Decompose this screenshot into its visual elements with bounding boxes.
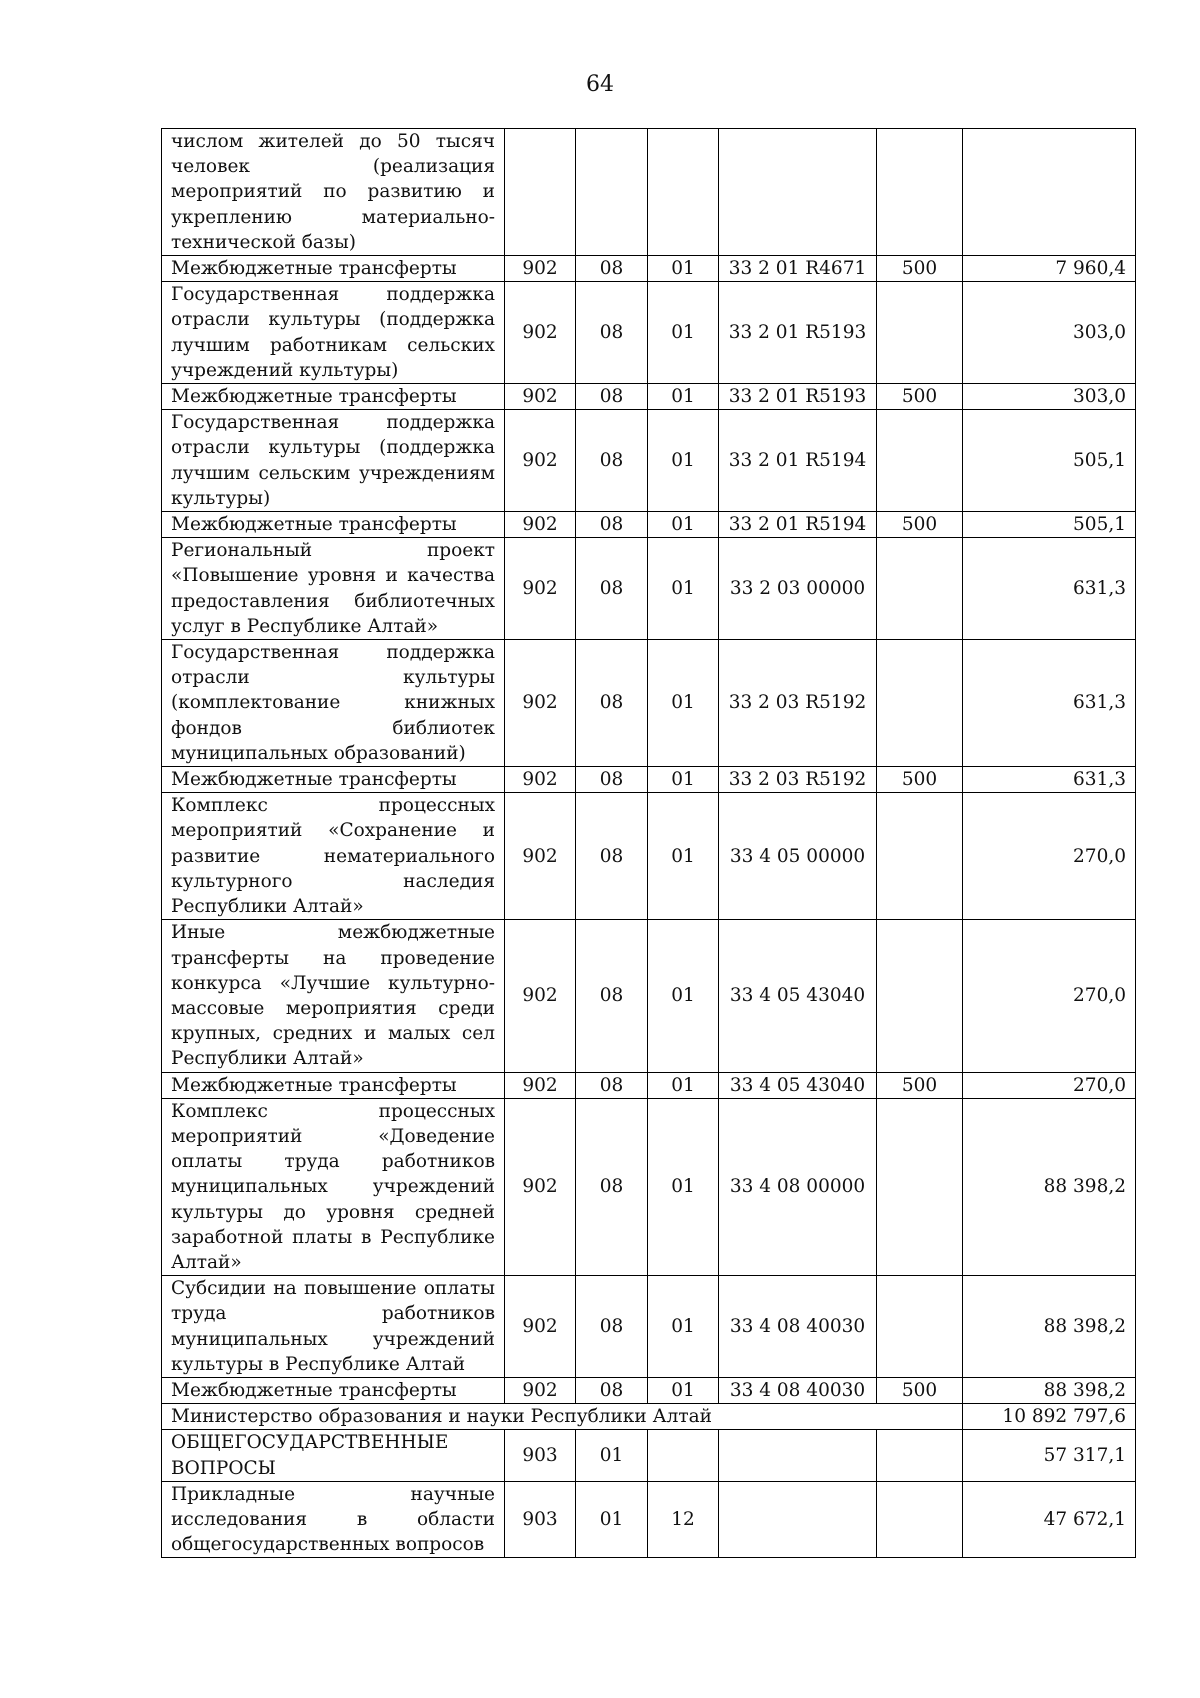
table-row [162, 410, 1136, 512]
ministry-code-cell: 902 [505, 410, 576, 512]
subsection-code-cell: 01 [648, 640, 719, 767]
table-row [162, 512, 1136, 538]
target-article-cell: 33 4 05 43040 [719, 1072, 877, 1098]
subsection-code-cell: 01 [648, 920, 719, 1072]
row-name-cell: числом жителей до 50 тысяч человек (реализация мероприятий по развитию и укреплению материально-технической базы) [162, 129, 505, 256]
expense-type-cell [877, 793, 963, 920]
ministry-code-cell [505, 129, 576, 256]
row-name-cell: Государственная поддержка отрасли культуры (комплектование книжных фондов библиотек муниципальных образований) [162, 640, 505, 767]
ministry-code-cell: 902 [505, 512, 576, 538]
ministry-name-cell: Министерство образования и науки Республики Алтай [162, 1404, 963, 1430]
subsection-code-cell: 01 [648, 767, 719, 793]
table-row [162, 920, 1136, 1072]
table-row [162, 129, 1136, 256]
ministry-code-cell: 902 [505, 793, 576, 920]
expense-type-cell [877, 282, 963, 384]
target-article-cell: 33 2 01 R5193 [719, 384, 877, 410]
expense-type-cell [877, 640, 963, 767]
expense-type-cell: 500 [877, 1377, 963, 1403]
ministry-code-cell: 902 [505, 920, 576, 1072]
ministry-code-cell: 902 [505, 282, 576, 384]
expense-type-cell [877, 410, 963, 512]
expense-type-cell: 500 [877, 256, 963, 282]
expense-type-cell [877, 1276, 963, 1378]
amount-cell: 47 672,1 [963, 1481, 1136, 1558]
subsection-code-cell [648, 1430, 719, 1481]
table-row [162, 640, 1136, 767]
ministry-amount-cell: 10 892 797,6 [963, 1404, 1136, 1430]
target-article-cell: 33 4 05 00000 [719, 793, 877, 920]
section-code-cell: 08 [576, 384, 648, 410]
row-name-cell: Межбюджетные трансферты [162, 1072, 505, 1098]
subsection-code-cell: 01 [648, 538, 719, 640]
target-article-cell: 33 2 03 00000 [719, 538, 877, 640]
subsection-code-cell: 01 [648, 1098, 719, 1275]
table-row [162, 1430, 1136, 1481]
table-row [162, 1481, 1136, 1558]
expense-type-cell [877, 538, 963, 640]
row-name-cell: Межбюджетные трансферты [162, 256, 505, 282]
amount-cell: 505,1 [963, 512, 1136, 538]
expense-type-cell: 500 [877, 512, 963, 538]
row-name-cell: Прикладные научные исследования в области общегосударственных вопросов [162, 1481, 505, 1558]
section-code-cell: 08 [576, 767, 648, 793]
expense-type-cell: 500 [877, 1072, 963, 1098]
amount-cell: 631,3 [963, 767, 1136, 793]
expense-type-cell [877, 1098, 963, 1275]
section-code-cell: 08 [576, 793, 648, 920]
target-article-cell [719, 1481, 877, 1558]
amount-cell: 88 398,2 [963, 1098, 1136, 1275]
subsection-code-cell: 01 [648, 1276, 719, 1378]
table-row [162, 538, 1136, 640]
section-code-cell: 08 [576, 1098, 648, 1275]
subsection-code-cell: 01 [648, 256, 719, 282]
ministry-code-cell: 902 [505, 1098, 576, 1275]
row-name-cell: ОБЩЕГОСУДАРСТВЕННЫЕ ВОПРОСЫ [162, 1430, 505, 1481]
section-code-cell [576, 129, 648, 256]
ministry-code-cell: 902 [505, 767, 576, 793]
target-article-cell [719, 1430, 877, 1481]
row-name-cell: Комплекс процессных мероприятий «Доведение оплаты труда работников муниципальных учреждений культуры до уровня средней заработной платы в Республике Алтай» [162, 1098, 505, 1275]
ministry-code-cell: 902 [505, 1377, 576, 1403]
amount-cell: 88 398,2 [963, 1377, 1136, 1403]
section-code-cell: 08 [576, 410, 648, 512]
target-article-cell [719, 129, 877, 256]
section-code-cell: 08 [576, 640, 648, 767]
subsection-code-cell: 01 [648, 1377, 719, 1403]
row-name-cell: Субсидии на повышение оплаты труда работников муниципальных учреждений культуры в Республике Алтай [162, 1276, 505, 1378]
section-code-cell: 08 [576, 1072, 648, 1098]
subsection-code-cell: 01 [648, 512, 719, 538]
table-row [162, 1276, 1136, 1378]
section-code-cell: 08 [576, 538, 648, 640]
ministry-code-cell: 902 [505, 640, 576, 767]
amount-cell: 631,3 [963, 538, 1136, 640]
row-name-cell: Государственная поддержка отрасли культуры (поддержка лучшим сельским учреждениям культуры) [162, 410, 505, 512]
target-article-cell: 33 4 08 40030 [719, 1377, 877, 1403]
expense-type-cell [877, 1481, 963, 1558]
row-name-cell: Межбюджетные трансферты [162, 767, 505, 793]
target-article-cell: 33 2 01 R5193 [719, 282, 877, 384]
page-number: 64 [586, 72, 614, 97]
row-name-cell: Межбюджетные трансферты [162, 1377, 505, 1403]
amount-cell: 270,0 [963, 1072, 1136, 1098]
budget-table [161, 128, 1136, 1558]
target-article-cell: 33 2 01 R4671 [719, 256, 877, 282]
subsection-code-cell [648, 129, 719, 256]
target-article-cell: 33 4 05 43040 [719, 920, 877, 1072]
amount-cell: 631,3 [963, 640, 1136, 767]
table-row [162, 282, 1136, 384]
amount-cell: 57 317,1 [963, 1430, 1136, 1481]
section-code-cell: 08 [576, 256, 648, 282]
expense-type-cell [877, 129, 963, 256]
amount-cell: 88 398,2 [963, 1276, 1136, 1378]
amount-cell [963, 129, 1136, 256]
row-name-cell: Межбюджетные трансферты [162, 512, 505, 538]
row-name-cell: Комплекс процессных мероприятий «Сохранение и развитие нематериального культурного наследия Республики Алтай» [162, 793, 505, 920]
table-row [162, 1098, 1136, 1275]
subsection-code-cell: 01 [648, 282, 719, 384]
row-name-cell: Региональный проект «Повышение уровня и качества предоставления библиотечных услуг в Республике Алтай» [162, 538, 505, 640]
section-code-cell: 08 [576, 512, 648, 538]
target-article-cell: 33 2 03 R5192 [719, 640, 877, 767]
row-name-cell: Межбюджетные трансферты [162, 384, 505, 410]
target-article-cell: 33 2 01 R5194 [719, 410, 877, 512]
table-row [162, 1377, 1136, 1403]
subsection-code-cell: 12 [648, 1481, 719, 1558]
section-code-cell: 01 [576, 1430, 648, 1481]
target-article-cell: 33 2 01 R5194 [719, 512, 877, 538]
section-code-cell: 08 [576, 1276, 648, 1378]
target-article-cell: 33 4 08 40030 [719, 1276, 877, 1378]
target-article-cell: 33 4 08 00000 [719, 1098, 877, 1275]
amount-cell: 270,0 [963, 793, 1136, 920]
table-row [162, 1072, 1136, 1098]
amount-cell: 303,0 [963, 384, 1136, 410]
table-row [162, 256, 1136, 282]
ministry-total-row [162, 1404, 1136, 1430]
table-row [162, 384, 1136, 410]
ministry-code-cell: 902 [505, 1072, 576, 1098]
section-code-cell: 08 [576, 282, 648, 384]
ministry-code-cell: 902 [505, 384, 576, 410]
ministry-code-cell: 902 [505, 538, 576, 640]
row-name-cell: Иные межбюджетные трансферты на проведение конкурса «Лучшие культурно-массовые мероприятия среди крупных, средних и малых сел Республики Алтай» [162, 920, 505, 1072]
section-code-cell: 01 [576, 1481, 648, 1558]
subsection-code-cell: 01 [648, 1072, 719, 1098]
expense-type-cell [877, 1430, 963, 1481]
expense-type-cell: 500 [877, 384, 963, 410]
subsection-code-cell: 01 [648, 793, 719, 920]
amount-cell: 505,1 [963, 410, 1136, 512]
ministry-code-cell: 902 [505, 1276, 576, 1378]
expense-type-cell [877, 920, 963, 1072]
row-name-cell: Государственная поддержка отрасли культуры (поддержка лучшим работникам сельских учреждений культуры) [162, 282, 505, 384]
expense-type-cell: 500 [877, 767, 963, 793]
subsection-code-cell: 01 [648, 384, 719, 410]
target-article-cell: 33 2 03 R5192 [719, 767, 877, 793]
subsection-code-cell: 01 [648, 410, 719, 512]
amount-cell: 270,0 [963, 920, 1136, 1072]
ministry-code-cell: 903 [505, 1430, 576, 1481]
section-code-cell: 08 [576, 1377, 648, 1403]
amount-cell: 303,0 [963, 282, 1136, 384]
ministry-code-cell: 902 [505, 256, 576, 282]
table-row [162, 767, 1136, 793]
amount-cell: 7 960,4 [963, 256, 1136, 282]
section-code-cell: 08 [576, 920, 648, 1072]
table-row [162, 793, 1136, 920]
ministry-code-cell: 903 [505, 1481, 576, 1558]
